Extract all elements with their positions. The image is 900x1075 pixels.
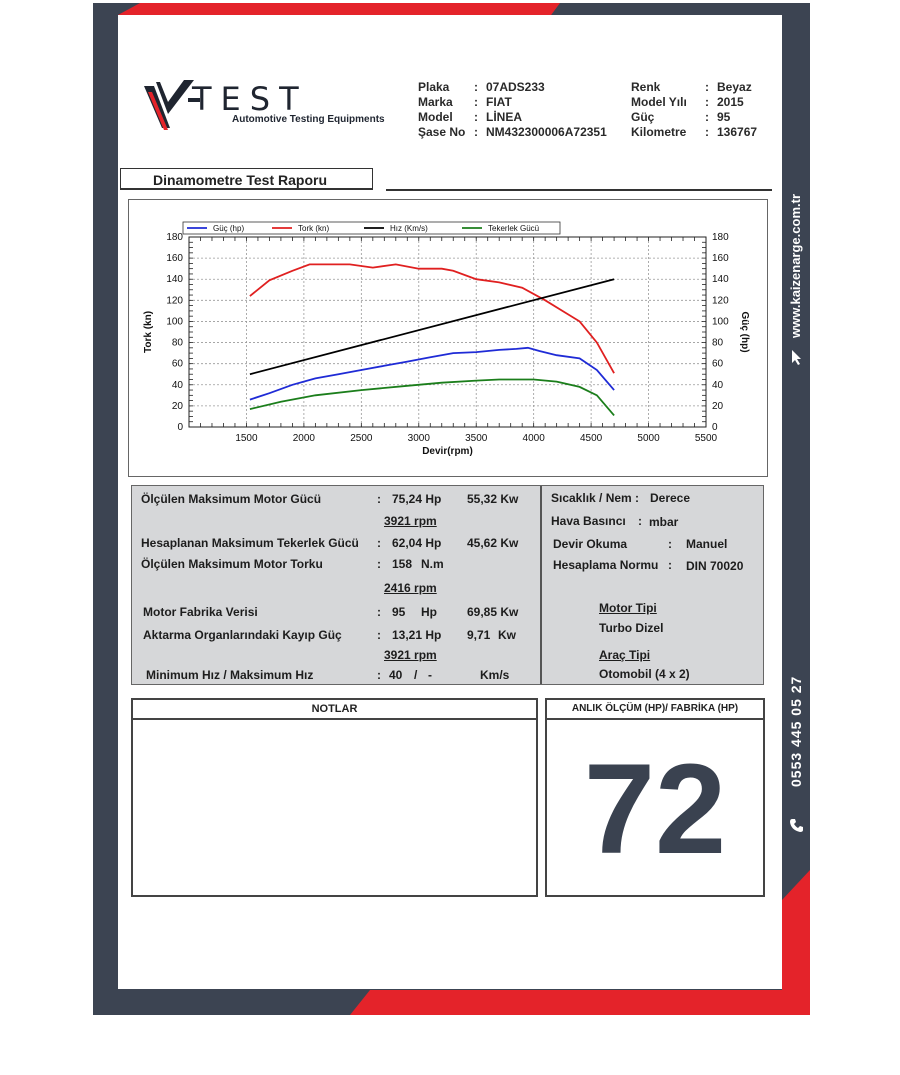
motor-tipi-label: Motor Tipi (599, 601, 657, 615)
norm-label: Hesaplama Normu (553, 558, 659, 572)
y-tick-label-left: 120 (166, 295, 183, 307)
motor-tipi-value: Turbo Dizel (599, 621, 664, 635)
label-plaka: Plaka (418, 80, 450, 94)
r2-label: Hesaplanan Maksimum Tekerlek Gücü (141, 536, 359, 550)
vehicle-values-left (486, 80, 607, 140)
x-tick-label: 5500 (694, 433, 718, 444)
y-tick-label-right: 20 (712, 400, 724, 412)
phone-text: 0553 445 05 27 (788, 675, 804, 787)
r6-label: Minimum Hız / Maksimum Hız (146, 668, 314, 682)
value-renk: Beyaz (717, 80, 752, 94)
r5-rpm: 3921 rpm (384, 648, 437, 662)
r1-kw: 55,32 Kw (467, 492, 519, 506)
sicaklik-label: Sıcaklık / Nem : (551, 491, 640, 505)
value-sase: NM432300006A72351 (486, 125, 607, 139)
label-sase: Şase No (418, 125, 466, 139)
value-model: LİNEA (486, 110, 522, 124)
y-axis-label-right: Güç (hp) (739, 311, 750, 353)
vehicle-values-right (717, 80, 757, 140)
dyno-chart (129, 200, 767, 476)
r6-unit: Km/s (480, 668, 510, 682)
plot-area-border (189, 237, 706, 427)
series-line-3 (250, 380, 614, 416)
norm-value: DIN 70020 (686, 559, 744, 573)
r3-unit: N.m (421, 557, 444, 571)
series-line-0 (250, 348, 614, 400)
r1-label: Ölçülen Maksimum Motor Gücü (141, 492, 322, 506)
chart-container (128, 199, 768, 477)
devir-value: Manuel (686, 537, 728, 551)
x-tick-label: 3500 (465, 433, 488, 444)
sicaklik-value: Derece (650, 491, 691, 505)
y-tick-label-left: 140 (166, 274, 183, 286)
value-model-yili: 2015 (717, 95, 744, 109)
value-guc: 95 (717, 110, 731, 124)
r5-kw-unit: Kw (498, 628, 516, 642)
label-marka: Marka (418, 95, 453, 109)
logo-v-mark (140, 80, 194, 114)
r5-hp: 13,21 Hp (392, 628, 442, 642)
r1-hp: 75,24 Hp (392, 492, 442, 506)
anlik-value: 72 (583, 738, 727, 881)
results-left: Ölçülen Maksimum Motor Gücü : 75,24 Hp 55,32 Kw 3921 rpm Hesaplanan Maksimum Tekerlek Gücü : 62,04 Hp 45,62 Kw Ölçülen Maksimum Motor Torku : 158 N.m 2416 rpm Motor Fabrika Verisi : 95 Hp 69,85 Kw Aktarma Organlarındaki Kayıp Güç : 13,21 Hp 9,71 Kw 3921 rpm Minimum Hız / Maksimum Hız : 40 / - Km/s (132, 486, 542, 684)
basinc-value: mbar (649, 515, 679, 529)
r4-value: 95 (392, 605, 406, 619)
label-renk: Renk (631, 80, 661, 94)
series-line-2 (250, 279, 614, 374)
x-tick-label: 2500 (350, 433, 373, 444)
logo-text: TEST (192, 80, 308, 118)
r5-label: Aktarma Organlarındaki Kayıp Güç (143, 628, 342, 642)
results-table (131, 485, 764, 685)
vehicle-labels-left (418, 80, 465, 140)
x-tick-label: 3000 (407, 433, 430, 444)
legend-label-3: Tekerlek Gücü (488, 224, 540, 233)
anlik-box (545, 698, 765, 897)
label-kilometre: Kilometre (631, 125, 687, 139)
r4-unit: Hp (421, 605, 437, 619)
devir-label: Devir Okuma (553, 537, 628, 551)
r3-label: Ölçülen Maksimum Motor Torku (141, 557, 323, 571)
y-tick-label-left: 180 (166, 232, 183, 243)
y-tick-label-right: 60 (712, 358, 724, 370)
notes-box (131, 698, 538, 897)
anlik-title: ANLIK ÖLÇÜM (HP)/ FABRİKA (HP) (547, 700, 763, 720)
y-axis-label-left: Tork (kn) (143, 310, 154, 354)
legend-label-2: Hız (Km/s) (390, 224, 428, 233)
label-guc: Güç (631, 110, 655, 124)
notes-title: NOTLAR (133, 700, 536, 720)
r1-rpm: 3921 rpm (384, 514, 437, 528)
y-tick-label-left: 80 (171, 337, 183, 349)
label-model: Model (418, 110, 453, 124)
value-kilometre: 136767 (717, 125, 758, 139)
legend-label-0: Güç (hp) (213, 224, 245, 233)
r4-label: Motor Fabrika Verisi (143, 605, 258, 619)
website-text: www.kaizenarge.com.tr (788, 193, 803, 338)
phone-icon (788, 817, 804, 833)
r2-hp: 62,04 Hp (392, 536, 442, 550)
title-divider (386, 189, 772, 191)
y-tick-label-left: 40 (171, 379, 183, 391)
x-tick-label: 4000 (522, 433, 545, 444)
x-tick-label: 5000 (637, 433, 660, 444)
y-tick-label-right: 80 (712, 337, 724, 349)
y-tick-label-left: 60 (171, 358, 183, 370)
cursor-icon (789, 348, 803, 366)
arac-tipi-value: Otomobil (4 x 2) (599, 667, 690, 681)
value-plaka: 07ADS233 (486, 80, 545, 94)
y-tick-label-right: 140 (712, 274, 729, 286)
arac-tipi-label: Araç Tipi (599, 648, 651, 662)
label-model-yili: Model Yılı (631, 95, 687, 109)
vehicle-colons-left: : : : : (474, 80, 478, 139)
legend-label-1: Tork (kn) (298, 224, 330, 233)
y-tick-label-right: 180 (712, 232, 729, 243)
value-marka: FIAT (486, 95, 512, 109)
r6-min: 40 (389, 668, 403, 682)
y-tick-label-right: 100 (712, 316, 729, 328)
basinc-label: Hava Basıncı (551, 514, 626, 528)
y-tick-label-right: 120 (712, 295, 729, 307)
r5-kw: 9,71 (467, 628, 491, 642)
conditions-panel: Sıcaklık / Nem : Derece Hava Basıncı : mbar Devir Okuma : Manuel Hesaplama Normu : DIN 70020 Motor Tipi Turbo Dizel Araç Tipi Otomobil (4 x 2) (542, 486, 763, 684)
x-tick-label: 2000 (292, 433, 316, 444)
r3-rpm: 2416 rpm (384, 581, 437, 595)
x-tick-label: 4500 (579, 433, 603, 444)
r2-kw: 45,62 Kw (467, 536, 519, 550)
r3-value: 158 (392, 557, 413, 571)
y-tick-label-right: 160 (712, 253, 729, 265)
y-tick-label-right: 40 (712, 379, 724, 391)
y-tick-label-left: 160 (166, 253, 183, 265)
logo-tagline: Automotive Testing Equipments (232, 114, 385, 125)
x-axis-label: Devir(rpm) (422, 446, 473, 457)
y-tick-label-left: 20 (171, 400, 183, 412)
report-title: Dinamometre Test Raporu (120, 168, 373, 190)
r4-kw: 69,85 Kw (467, 605, 519, 619)
y-tick-label-left: 0 (177, 422, 183, 433)
y-tick-label-left: 100 (166, 316, 183, 328)
x-tick-label: 1500 (235, 433, 258, 444)
vehicle-colons-right: : : : : (705, 80, 709, 139)
y-tick-label-right: 0 (712, 422, 718, 433)
vehicle-labels-right (631, 80, 687, 140)
